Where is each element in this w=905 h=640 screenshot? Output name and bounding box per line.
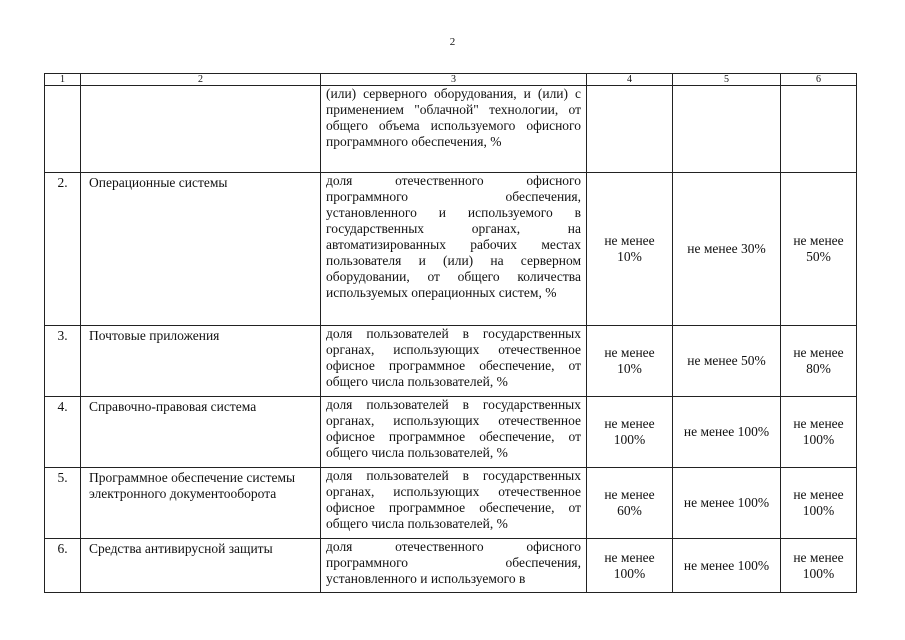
- target-value-col5: не менее 100%: [673, 468, 781, 539]
- row-number: 5.: [45, 468, 81, 539]
- column-header-3: 3: [321, 74, 587, 86]
- table-row: [45, 397, 857, 468]
- table-row: [45, 539, 857, 593]
- target-value-col4: не менее 10%: [587, 326, 673, 397]
- target-value-col4: [587, 86, 673, 173]
- row-number: 4.: [45, 397, 81, 468]
- column-header-1: 1: [45, 74, 81, 86]
- table-row: [45, 86, 857, 173]
- indicator-description: [321, 326, 587, 397]
- software-category: Операционные системы: [81, 173, 321, 326]
- target-value-col6: не менее 100%: [781, 539, 857, 593]
- indicator-description-text: доля отечественного офисного программного обеспечения, установленного и используемого в государственных органах, на автоматизированных рабочих местах пользователя и (или) на серверном оборудовании, от общего количества используемых операционных систем, %: [326, 173, 581, 300]
- row-number: [45, 86, 81, 173]
- software-category: Справочно-правовая система: [81, 397, 321, 468]
- target-value-col5: не менее 100%: [673, 539, 781, 593]
- software-category: Средства антивирусной защиты: [81, 539, 321, 593]
- target-value-col6: [781, 86, 857, 173]
- table-row: [45, 173, 857, 326]
- target-value-col4: не менее 10%: [587, 173, 673, 326]
- indicator-description: [321, 397, 587, 468]
- target-value-col6: не менее 100%: [781, 468, 857, 539]
- indicator-description: [321, 86, 587, 173]
- target-value-col6: не менее 50%: [781, 173, 857, 326]
- target-value-col6: не менее 80%: [781, 326, 857, 397]
- target-value-col4: не менее 100%: [587, 539, 673, 593]
- target-value-col5: не менее 30%: [673, 173, 781, 326]
- column-header-2: 2: [81, 74, 321, 86]
- indicator-description-text: доля отечественного офисного программного обеспечения, установленного и используемого в: [326, 539, 581, 586]
- row-number: 3.: [45, 326, 81, 397]
- target-value-col5: [673, 86, 781, 173]
- indicator-description: [321, 539, 587, 593]
- header-row: [45, 74, 857, 86]
- indicator-description-text: (или) серверного оборудования, и (или) с применением "облачной" технологии, от общего объема используемого офисного программного обеспечения, %: [326, 86, 581, 149]
- target-value-col6: не менее 100%: [781, 397, 857, 468]
- indicator-description-text: доля пользователей в государственных органах, использующих отечественное офисное программное обеспечение, от общего числа пользователей, %: [326, 397, 581, 460]
- column-header-6: 6: [781, 74, 857, 86]
- indicator-description: [321, 173, 587, 326]
- software-category: [81, 86, 321, 173]
- row-number: 2.: [45, 173, 81, 326]
- table-row: [45, 326, 857, 397]
- indicators-table: [44, 73, 857, 593]
- software-category: Почтовые приложения: [81, 326, 321, 397]
- page-number: 2: [449, 36, 456, 48]
- row-number: 6.: [45, 539, 81, 593]
- target-value-col5: не менее 50%: [673, 326, 781, 397]
- target-value-col4: не менее 60%: [587, 468, 673, 539]
- table-row: [45, 468, 857, 539]
- target-value-col4: не менее 100%: [587, 397, 673, 468]
- target-value-col5: не менее 100%: [673, 397, 781, 468]
- indicator-description-text: доля пользователей в государственных органах, использующих отечественное офисное программное обеспечение, от общего числа пользователей, %: [326, 468, 581, 531]
- indicator-description: [321, 468, 587, 539]
- indicator-description-text: доля пользователей в государственных органах, использующих отечественное офисное программное обеспечение, от общего числа пользователей, %: [326, 326, 581, 389]
- column-header-4: 4: [587, 74, 673, 86]
- column-header-5: 5: [673, 74, 781, 86]
- software-category: Программное обеспечение системы электронного документооборота: [81, 468, 321, 539]
